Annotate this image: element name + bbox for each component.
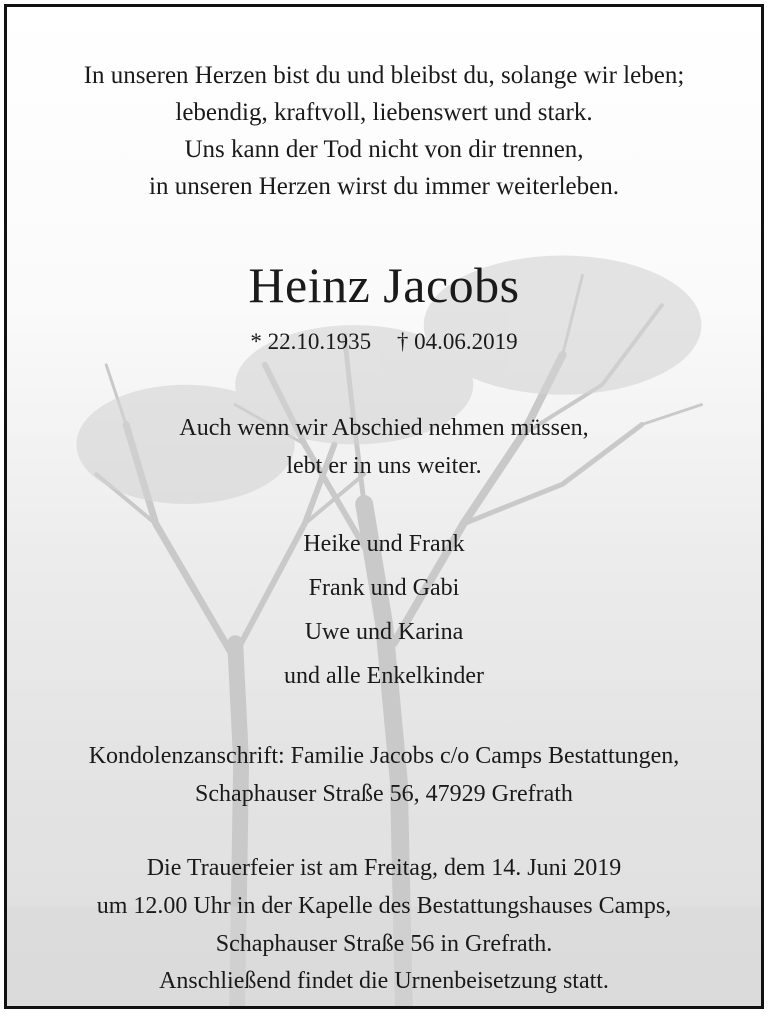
ceremony-info: Anschließend findet die Urnenbeisetzung statt.: [159, 968, 609, 994]
verse-line: In unseren Herzen bist du und bleibst du, solange wir leben;: [83, 62, 685, 89]
death-date: † 04.06.2019: [396, 329, 518, 354]
condolence-address: Schaphauser Straße 56, 47929 Grefrath: [195, 781, 573, 807]
birth-date: * 22.10.1935: [250, 329, 372, 354]
life-dates: [7, 329, 761, 355]
deceased-name: Heinz Jacobs: [248, 257, 520, 313]
ceremony-info: um 12.00 Uhr in der Kapelle des Bestattungshauses Camps,: [96, 893, 672, 919]
verse-line: lebendig, kraftvoll, liebenswert und stark.: [175, 99, 593, 126]
mourner-name: Frank und Gabi: [308, 575, 460, 601]
condolence-address: Kondolenzanschrift: Familie Jacobs c/o Camps Bestattungen,: [88, 743, 680, 769]
verse-line: Uns kann der Tod nicht von dir trennen,: [184, 136, 584, 163]
verse-line: in unseren Herzen wirst du immer weiterleben.: [149, 173, 619, 200]
obituary-notice: [4, 4, 764, 1009]
mourner-name: und alle Enkelkinder: [284, 663, 484, 689]
ceremony-info: Die Trauerfeier ist am Freitag, dem 14. Juni 2019: [146, 855, 622, 881]
mourner-name: Heike und Frank: [303, 531, 465, 557]
farewell-line: Auch wenn wir Abschied nehmen müssen,: [179, 415, 589, 441]
mourner-name: Uwe und Karina: [304, 619, 464, 645]
ceremony-info: Schaphauser Straße 56 in Grefrath.: [215, 931, 553, 957]
farewell-line: lebt er in uns weiter.: [286, 453, 482, 479]
